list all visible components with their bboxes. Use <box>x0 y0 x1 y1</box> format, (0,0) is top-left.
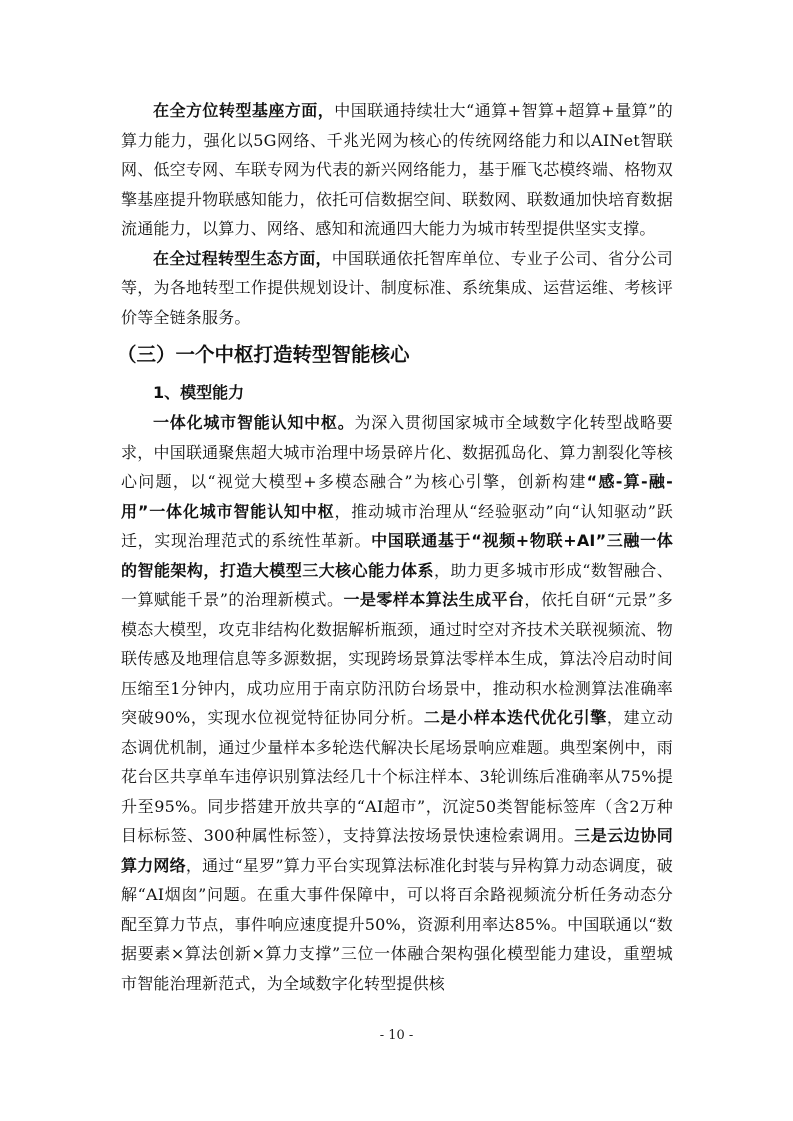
body-segment-3: “感-算-融-用”一体化城市智能认知中枢 <box>121 472 674 521</box>
subsection-heading: 1、模型能力 <box>153 383 245 402</box>
paragraph-text: 中国联通依托智库单位、专业子公司、省分公司等，为各地转型工作提供规划设计、制度标准、系统集成、运营运维、考核评价等全链条服务。 <box>121 248 674 327</box>
paragraph-lead: 在全方位转型基座方面， <box>153 101 335 120</box>
body-segment-4: ，推动城市治理从“经验驱动”向“认知驱动”跃迁，实现治理范式的系统性革新。 <box>121 501 673 550</box>
body-segment-6: ，助力更多城市形成“数智融合、一算赋能千景”的治理新模式。 <box>121 560 673 609</box>
body-segment-10: ，建立动态调优机制，通过少量样本多轮迭代解决长尾场景响应难题。典型案例中，雨花台区共享单车违停识别算法经几十个标注样本、3轮训练后准确率从75%提升至95%。同步搭建开放共享的“AI超市”，沉淀50类智能标签库（含2万种目标标签、300种属性标签），支持算法按场景快速检索调用。 <box>121 708 673 845</box>
body-segment-7: 一是零样本算法生成平台 <box>343 590 525 609</box>
body-segment-1: 一体化城市智能认知中枢。 <box>153 413 355 432</box>
page-number: - 10 - <box>379 1028 414 1043</box>
body-segment-12: ，通过“星罗”算力平台实现算法标准化封装与异构算力动态调度，破解“AI烟囱”问题。在重大事件保障中，可以将百余路视频流分析任务动态分配至算力节点，事件响应速度提升50%，资源利用率达85%。中国联通以“数据要素×算法创新×算力支撑”三位一体融合架构强化模型能力建设，重塑城市智能治理新范式，为全域数字化转型提供核 <box>121 855 673 993</box>
paragraph-model-capability <box>121 408 673 998</box>
paragraph-transformation-base <box>121 96 673 244</box>
body-segment-8: ，依托自研“元景”多模态大模型，攻克非结构化数据解析瓶颈，通过时空对齐技术关联视频流、物联传感及地理信息等多源数据，实现跨场景算法零样本生成，算法冷启动时间压缩至1分钟内，成功应用于南京防汛防台场景中，推动积水检测算法准确率突破90%，实现水位视觉特征协同分析。 <box>121 590 673 727</box>
paragraph-transformation-ecosystem <box>121 244 673 333</box>
body-segment-5: 中国联通基于“视频+物联+AI”三融一体的智能架构，打造大模型三大核心能力体系 <box>121 531 673 580</box>
body-segment-9: 二是小样本迭代优化引擎 <box>423 708 607 727</box>
paragraph-text: 中国联通持续壮大“通算+智算+超算+量算”的算力能力，强化以5G网络、千兆光网为核心的传统网络能力和以AINet智联网、低空专网、车联专网为代表的新兴网络能力，基于雁飞芯模终端、格物双擎基座提升物联感知能力，依托可信数据空间、联数网、联数通加快培育数据流通能力，以算力、网络、感知和流通四大能力为城市转型提供坚实支撑。 <box>121 101 673 238</box>
document-page <box>117 96 674 998</box>
section-heading: （三）一个中枢打造转型智能核心 <box>117 343 410 366</box>
body-segment-11: 三是云边协同算力网络 <box>121 826 674 875</box>
body-segment-2: 为深入贯彻国家城市全域数字化转型战略要求，中国联通聚焦超大城市治理中场景碎片化、数据孤岛化、算力割裂化等核心问题，以“视觉大模型+多模态融合”为核心引擎，创新构建 <box>121 413 673 491</box>
paragraph-lead: 在全过程转型生态方面， <box>153 248 332 268</box>
